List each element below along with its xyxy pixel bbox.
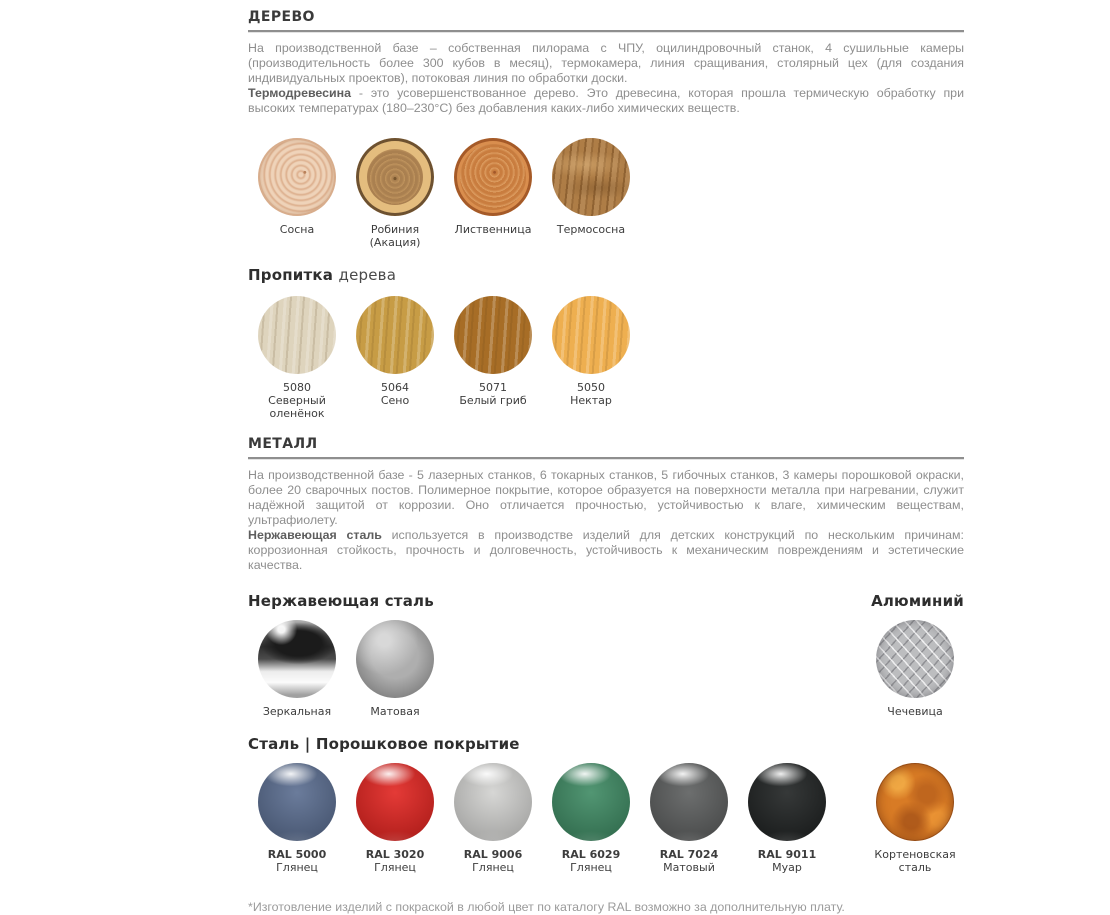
stainless-swatch-matte [356, 620, 434, 698]
metal-intro-paragraph: На производственной базе - 5 лазерных станков, 6 токарных станков, 5 гибочных станков, 3 камеры порошковой окраски, более 20 сварочных постов. Полимерное покрытие, которое образуется на поверхности металла при нагревании, служит надёжной защитой от коррозии. Оно отличается прочностью, устойчивостью к влаге, химическим веществам, ультрафиолету. [248, 468, 964, 527]
powder-swatch-ral5000 [258, 763, 336, 841]
impregnation-name: Сено [380, 394, 410, 407]
swatch-label: Сосна [279, 223, 315, 236]
thermowood-paragraph [248, 86, 964, 116]
swatch-label: Кортеновская сталь [874, 848, 956, 874]
stainless-row [248, 620, 964, 718]
swatch-label: Робиния (Акация) [369, 223, 421, 249]
ral-code: RAL 5000 [267, 848, 327, 861]
swatch-label: Зеркальная [262, 705, 332, 718]
impregnation-swatch-5080 [258, 296, 336, 374]
aluminum-item [866, 620, 964, 718]
ral-finish: Муар [772, 861, 802, 874]
swatch-label [570, 381, 612, 407]
wood-swatch-thermopine [552, 138, 630, 216]
ral-code: RAL 9011 [757, 848, 817, 861]
wood-species-item [444, 138, 542, 236]
swatch-label [249, 381, 345, 420]
swatch-label [268, 848, 326, 874]
ral-finish: Глянец [570, 861, 612, 874]
wood-species-item [542, 138, 640, 236]
powder-swatch-ral9011 [748, 763, 826, 841]
section-divider [248, 30, 964, 32]
swatch-label [366, 848, 424, 874]
impregnation-swatch-5064 [356, 296, 434, 374]
impregnation-code: 5080 [283, 381, 311, 394]
ral-finish: Глянец [472, 861, 514, 874]
ral-code: RAL 3020 [365, 848, 425, 861]
impregnation-code: 5050 [576, 381, 605, 394]
metal-subheadings [248, 593, 964, 610]
powder-item [640, 763, 738, 874]
impregnation-swatch-5050 [552, 296, 630, 374]
corten-item [866, 763, 964, 874]
ral-finish: Матовый [663, 861, 715, 874]
swatch-label [562, 848, 620, 874]
wood-section-title: ДЕРЕВО [248, 9, 315, 25]
wood-species-item [346, 138, 444, 249]
stainless-item [248, 620, 346, 718]
stainless-swatch-mirror [258, 620, 336, 698]
wood-species-item [248, 138, 346, 236]
impregnation-item [248, 296, 346, 420]
wood-intro-paragraph: На производственной базе – собственная пилорама с ЧПУ, оцилиндровочный станок, 4 сушильные камеры (производительность более 300 кубов в месяц), термокамера, линия сращивания, столярный цех (для создания индивидуальных проектов), потоковая линия по обработки доски. [248, 41, 964, 85]
impregnation-row [248, 296, 964, 420]
ral-code: RAL 6029 [561, 848, 621, 861]
wood-swatch-larch [454, 138, 532, 216]
powder-swatch-ral9006 [454, 763, 532, 841]
ral-code: RAL 7024 [659, 848, 719, 861]
swatch-label: Термососна [556, 223, 626, 236]
swatch-label [381, 381, 409, 407]
stainless-title: Нержавеющая сталь [248, 592, 434, 610]
impregnation-item [346, 296, 444, 407]
impregnation-item [542, 296, 640, 407]
swatch-label [459, 381, 526, 407]
swatch-label: Матовая [370, 705, 420, 718]
metal-section-title: МЕТАЛЛ [248, 436, 318, 452]
impregnation-title-strong: Пропитка [248, 266, 334, 284]
stainless-paragraph [248, 528, 964, 573]
powder-item [346, 763, 444, 874]
wood-species-row [248, 138, 964, 249]
impregnation-title [248, 267, 964, 284]
stainless-description: используется в производстве изделий для детских конструкций по нескольким причинам: коррозионная стойкость, прочность и долговечность, устойчивость к механическим повреждениям и эстетические качества. [248, 528, 964, 572]
swatch-label [660, 848, 718, 874]
wood-swatch-pine [258, 138, 336, 216]
thermowood-term: Термодревесина [248, 86, 352, 100]
ral-footnote: *Изготовление изделий с покраской в любой цвет по каталогу RAL возможно за дополнительную плату. [248, 900, 845, 914]
aluminum-title: Алюминий [871, 592, 964, 610]
powder-item [738, 763, 836, 874]
corten-swatch [876, 763, 954, 841]
section-divider [248, 457, 964, 459]
powder-item [542, 763, 640, 874]
swatch-label: Чечевица [887, 705, 943, 718]
powder-item [248, 763, 346, 874]
aluminum-swatch-lentil [876, 620, 954, 698]
wood-swatch-robinia [356, 138, 434, 216]
swatch-label [758, 848, 816, 874]
swatch-label: Лиственница [454, 223, 532, 236]
thermowood-description: - это усовершенствованное дерево. Это древесина, которая прошла термическую обработку при высоких температурах (180–230°С) без добавления каких-либо химических веществ. [248, 86, 964, 115]
stainless-item [346, 620, 444, 718]
catalog-page [248, 0, 964, 915]
powder-swatch-ral6029 [552, 763, 630, 841]
impregnation-name: Белый гриб [459, 394, 527, 407]
swatch-label [464, 848, 522, 874]
ral-finish: Глянец [374, 861, 416, 874]
ral-finish: Глянец [276, 861, 318, 874]
impregnation-code: 5071 [479, 381, 507, 394]
impregnation-item [444, 296, 542, 407]
impregnation-name: Нектар [570, 394, 612, 407]
powder-coating-title: Сталь | Порошковое покрытие [248, 735, 520, 753]
impregnation-name: Северный оленёнок [268, 394, 326, 420]
impregnation-title-light: дерева [338, 266, 397, 284]
powder-item [444, 763, 542, 874]
stainless-term: Нержавеющая сталь [248, 528, 382, 542]
impregnation-swatch-5071 [454, 296, 532, 374]
impregnation-code: 5064 [381, 381, 409, 394]
powder-swatch-ral3020 [356, 763, 434, 841]
ral-code: RAL 9006 [463, 848, 523, 861]
powder-coating-row [248, 763, 964, 874]
powder-swatch-ral7024 [650, 763, 728, 841]
